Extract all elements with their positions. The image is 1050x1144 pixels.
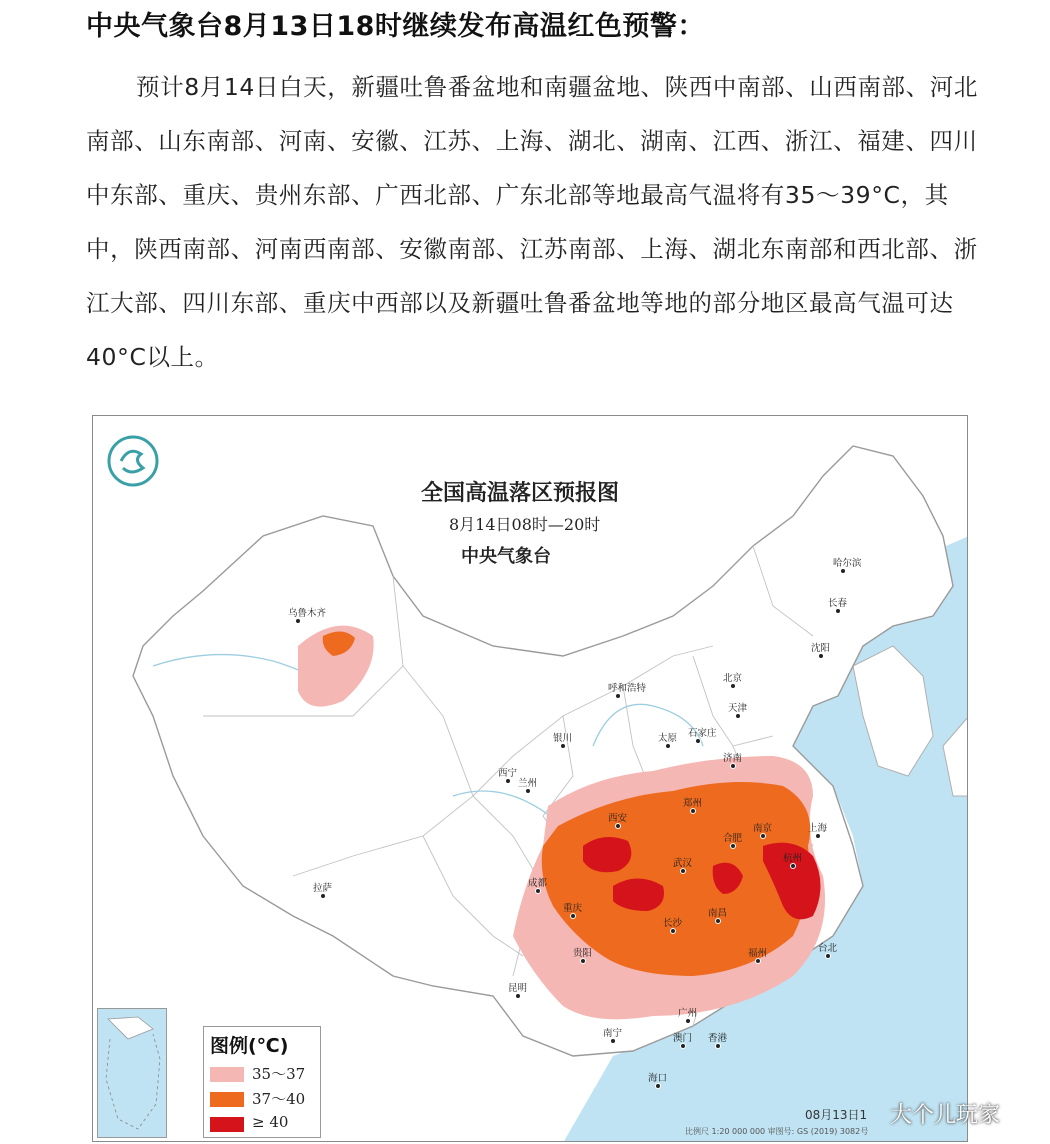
city-label: 呼和浩特 (608, 683, 647, 694)
city-label: 海口 (648, 1073, 668, 1084)
legend-swatch-level-2 (210, 1092, 244, 1107)
south-china-sea-inset (97, 1008, 167, 1138)
city-label: 石家庄 (688, 728, 717, 739)
city-label: 天津 (728, 703, 748, 714)
legend-item (210, 1088, 320, 1110)
city-label: 南京 (753, 823, 773, 834)
article-headline: 中央气象台8月13日18时继续发布高温红色预警： (86, 11, 705, 42)
city-label: 长春 (828, 598, 848, 609)
city-label: 上海 (808, 823, 828, 834)
map-legend (203, 1026, 321, 1138)
city-label: 西宁 (498, 768, 518, 779)
city-label: 太原 (658, 733, 678, 744)
city-label: 广州 (678, 1008, 698, 1019)
city-label: 成都 (528, 878, 548, 889)
city-label: 哈尔滨 (833, 558, 862, 569)
legend-swatch-level-1 (210, 1067, 244, 1082)
legend-label: 35～37 (252, 1065, 306, 1083)
city-label: 合肥 (723, 833, 743, 844)
city-label: 银川 (553, 733, 573, 744)
city-label: 西安 (608, 813, 628, 824)
map-title: 全国高温落区预报图 (421, 480, 620, 506)
article-paragraph: 预计8月14日白天，新疆吐鲁番盆地和南疆盆地、陕西中南部、山西南部、河北南部、山东南部、河南、安徽、江苏、上海、湖北、湖南、江西、浙江、福建、四川中东部、重庆、贵州东部、广西北部、广东北部等地最高气温将有35～39°C，其中，陕西南部、河南西南部、安徽南部、江苏南部、上海、湖北东南部和西北部、浙江大部、四川东部、重庆中西部以及新疆吐鲁番盆地等地的部分地区最高气温可达40°C以上。 (86, 73, 978, 371)
map-issue-time: 08月13日1 (805, 1108, 868, 1122)
map-scale-text: 比例尺 1:20 000 000 审图号: GS (2019) 3082号 (685, 1127, 869, 1136)
city-label: 长沙 (663, 918, 683, 929)
city-label: 南宁 (603, 1028, 623, 1039)
legend-item (210, 1113, 320, 1135)
city-label: 杭州 (783, 853, 803, 864)
map-time-range: 8月14日08时—20时 (449, 515, 601, 534)
watermark: 大个儿玩家 (890, 1103, 1001, 1128)
city-label: 武汉 (673, 858, 693, 869)
city-label: 贵阳 (573, 948, 593, 959)
city-label: 拉萨 (313, 883, 333, 894)
city-label: 郑州 (683, 798, 703, 809)
heat-forecast-map (92, 415, 968, 1142)
city-label: 重庆 (563, 903, 583, 914)
legend-item (210, 1063, 320, 1085)
city-label: 台北 (818, 943, 838, 954)
legend-title: 图例(℃) (210, 1035, 289, 1057)
map-issuer: 中央气象台 (461, 546, 551, 567)
city-label: 济南 (723, 753, 743, 764)
city-label: 南昌 (708, 908, 728, 919)
city-label: 澳门 (673, 1033, 693, 1044)
city-label: 香港 (708, 1033, 728, 1044)
legend-label: ≥ 40 (252, 1113, 289, 1131)
city-label: 兰州 (518, 778, 538, 789)
city-label: 北京 (723, 673, 743, 684)
legend-swatch-level-3 (210, 1117, 244, 1132)
city-label: 乌鲁木齐 (288, 608, 327, 619)
city-label: 昆明 (508, 983, 528, 994)
city-label: 福州 (748, 948, 768, 959)
city-label: 沈阳 (811, 643, 831, 654)
cma-logo-icon (109, 437, 157, 485)
legend-label: 37～40 (252, 1090, 306, 1108)
